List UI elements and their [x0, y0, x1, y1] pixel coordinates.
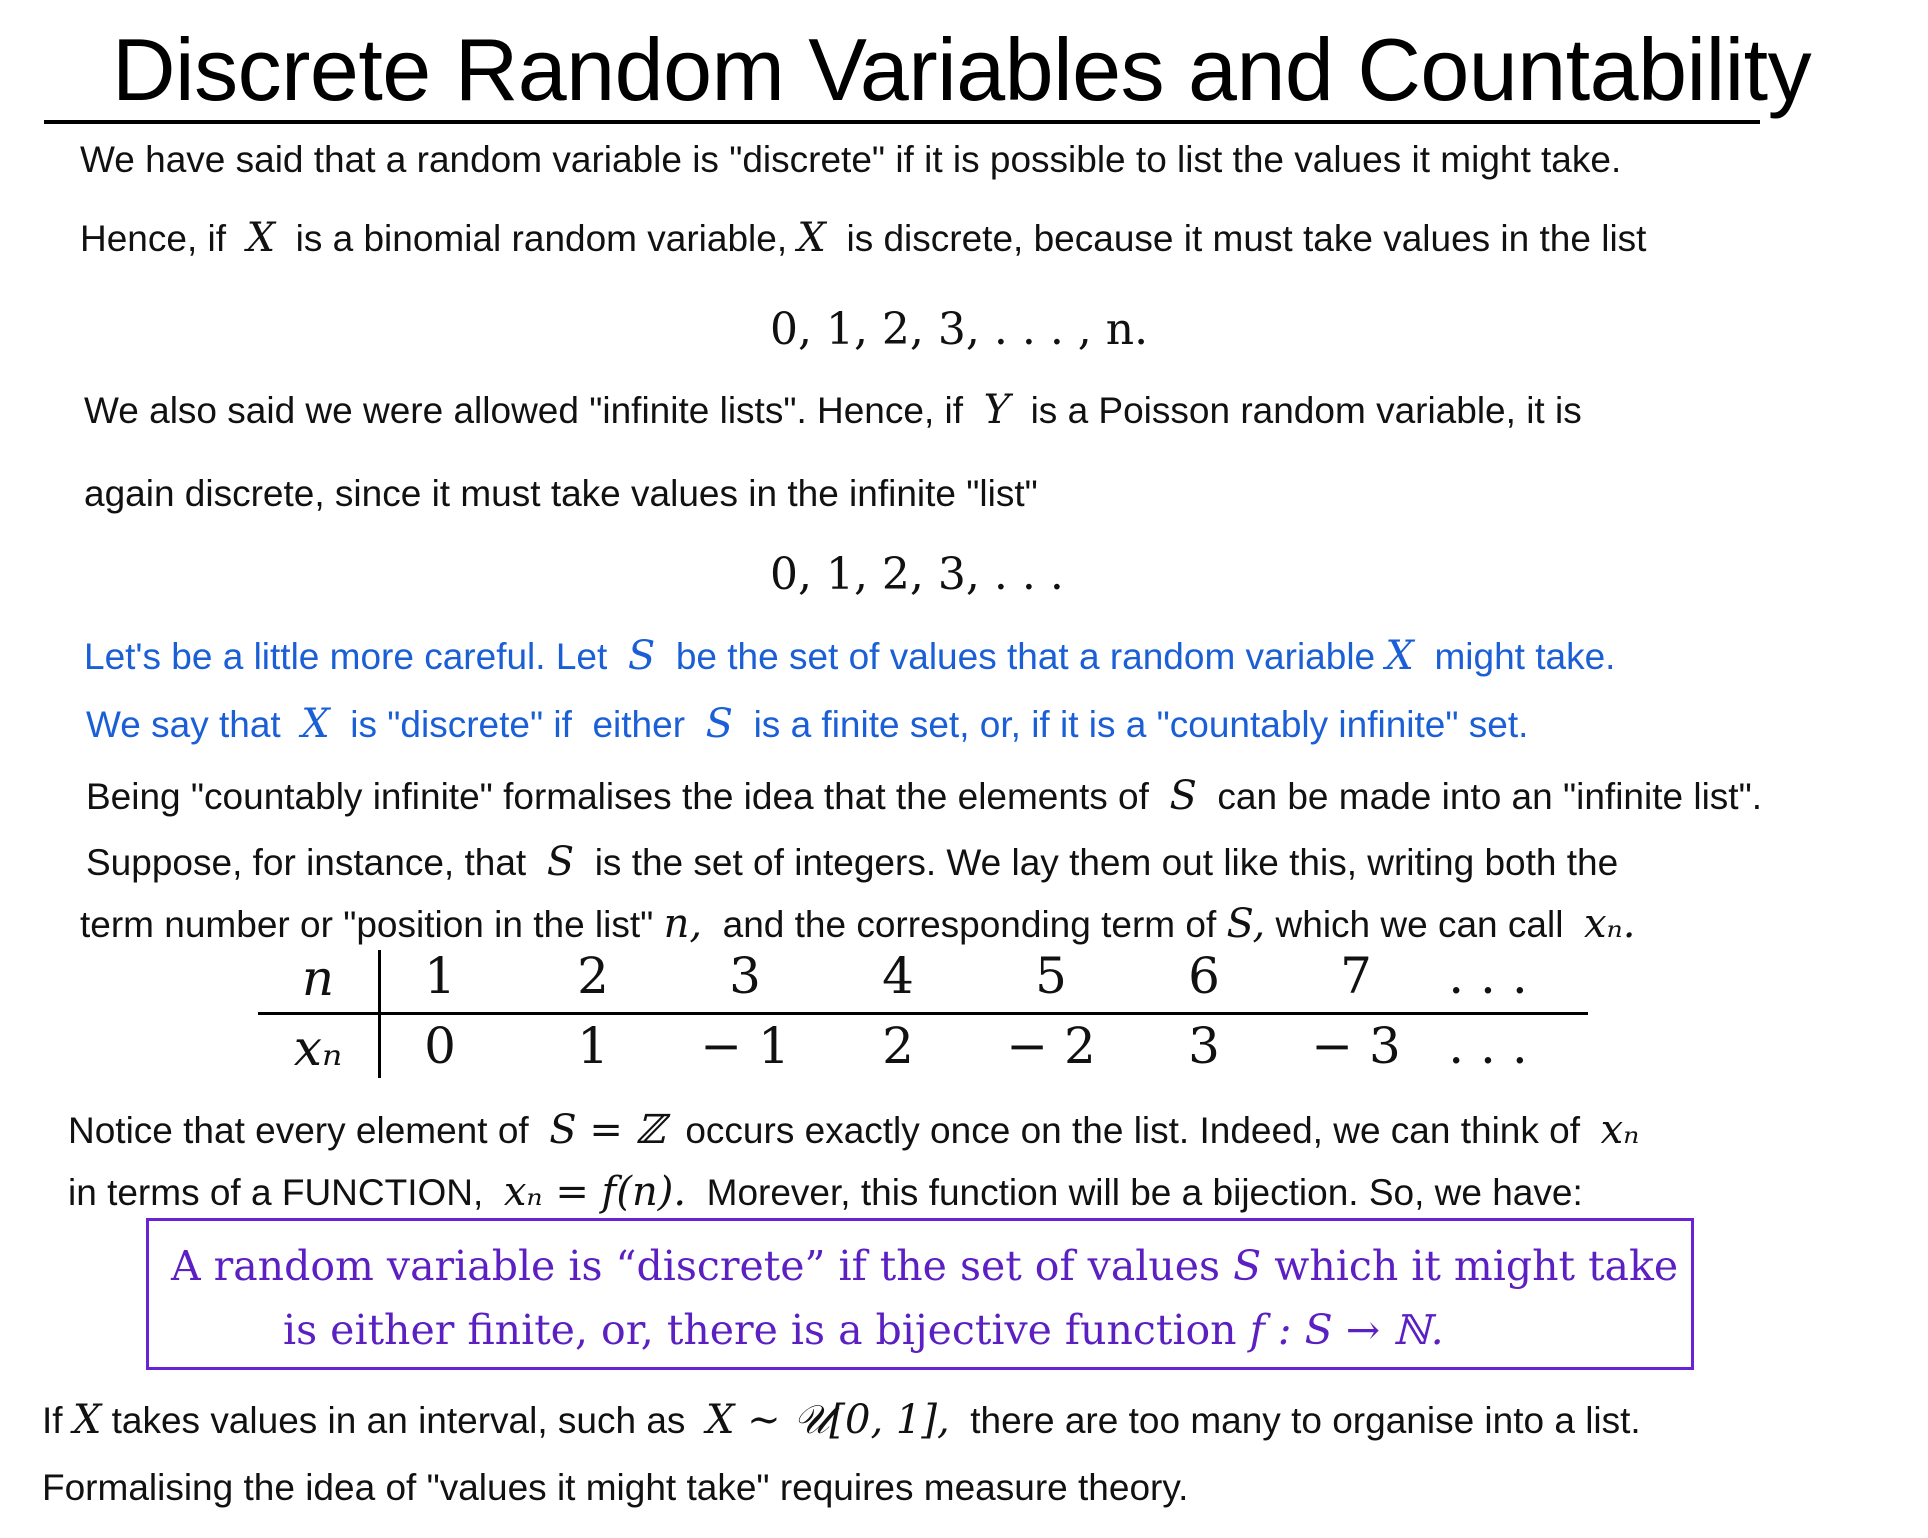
integer-enumeration-table: [258, 946, 1588, 1086]
para-measure-theory: Formalising the idea of "values it might take" requires measure theory.: [42, 1467, 1189, 1508]
page-title: Discrete Random Variables and Countability: [112, 20, 1812, 119]
definition-line-2: [283, 1305, 1444, 1355]
math-x: X: [301, 701, 330, 747]
text: in terms of a FUNCTION,: [68, 1172, 484, 1213]
math-uniform: X ∼ 𝒰[0, 1],: [705, 1397, 950, 1443]
para-careful: [84, 634, 1615, 679]
table-cell-ellipsis: . . .: [1448, 947, 1528, 1005]
math-x: X: [1385, 633, 1414, 679]
table-cell: 4: [882, 947, 914, 1005]
para-interval: [42, 1398, 1641, 1443]
math-s-equals-z: S = ℤ: [549, 1107, 665, 1153]
math-s: S: [1233, 1242, 1262, 1290]
table-cell: 0: [424, 1017, 456, 1075]
math-s: S,: [1226, 901, 1266, 947]
definition-box: [146, 1218, 1694, 1370]
text: Let's be a little more careful. Let: [84, 636, 608, 677]
text: We also said we were allowed "infinite lists". Hence, if: [84, 390, 964, 431]
math-bijection: f : S → ℕ.: [1249, 1306, 1444, 1354]
text: occurs exactly once on the list. Indeed, we can think of: [685, 1110, 1581, 1151]
math-x: X: [72, 1397, 102, 1443]
para-notice: [68, 1108, 1639, 1153]
para-poisson-cont: again discrete, since it must take values in the infinite "list": [84, 473, 1038, 514]
text: is a finite set, or, if it is a "countably infinite" set.: [753, 704, 1529, 745]
text: be the set of values that a random variable: [675, 636, 1376, 677]
text: Hence, if: [80, 218, 227, 259]
text: Morever, this function will be a bijection. So, we have:: [706, 1172, 1583, 1213]
para-countably-infinite: [86, 774, 1762, 819]
table-cell: − 2: [1006, 1017, 1096, 1075]
text: which we can call: [1275, 904, 1564, 945]
display-finite-list: 0, 1, 2, 3, . . . , n.: [770, 304, 1149, 355]
math-y: Y: [983, 387, 1010, 433]
text: can be made into an "infinite list".: [1217, 776, 1762, 817]
text: Being "countably infinite" formalises the idea that the elements of: [86, 776, 1149, 817]
table-cell: 6: [1188, 947, 1220, 1005]
math-xn: xₙ: [1600, 1107, 1640, 1153]
row-label-n: n: [301, 949, 335, 1007]
text: Notice that every element of: [68, 1110, 529, 1151]
math-s: S: [627, 633, 656, 679]
para-discrete-definition: We have said that a random variable is "discrete" if it is possible to list the values it might take.: [80, 139, 1622, 180]
text: is a Poisson random variable, it is: [1030, 390, 1582, 431]
para-integers: [86, 840, 1618, 885]
row-label-xn: xₙ: [293, 1019, 343, 1077]
text: If: [42, 1400, 63, 1441]
text: is discrete, because it must take values in the list: [846, 218, 1647, 259]
table-cell-ellipsis: . . .: [1448, 1017, 1528, 1075]
table-cell: − 1: [700, 1017, 790, 1075]
display-infinite-list: 0, 1, 2, 3, . . .: [770, 549, 1064, 600]
text: there are too many to organise into a list.: [970, 1400, 1641, 1441]
table-cell: 2: [577, 947, 609, 1005]
table-cell: 2: [882, 1017, 914, 1075]
title-underline: [44, 120, 1760, 124]
text: which it might take: [1274, 1242, 1679, 1290]
table-cell: 3: [729, 947, 761, 1005]
para-countable-definition: [86, 702, 1528, 747]
para-binomial: [80, 216, 1646, 261]
table-cell: 1: [424, 947, 456, 1005]
math-x: X: [797, 215, 826, 261]
text: term number or "position in the list": [80, 904, 654, 945]
text: might take.: [1434, 636, 1616, 677]
para-poisson: [84, 388, 1582, 433]
text: and the corresponding term of: [722, 904, 1217, 945]
table-divider-horizontal: [258, 1012, 1588, 1015]
math-s: S: [1169, 773, 1197, 819]
text: We say that: [86, 704, 281, 745]
para-function: [68, 1170, 1583, 1215]
text: either: [592, 704, 686, 745]
table-cell: 7: [1340, 947, 1372, 1005]
text: is either finite, or, there is a bijective function: [283, 1306, 1237, 1354]
text: A random variable is “discrete” if the set of values: [171, 1242, 1221, 1290]
math-xn-equals-fn: xₙ = f(n).: [503, 1169, 687, 1215]
text: takes values in an interval, such as: [111, 1400, 686, 1441]
math-s: S: [705, 701, 733, 747]
para-term-number: [80, 902, 1635, 947]
table-cell: 5: [1035, 947, 1067, 1005]
math-xn: xₙ.: [1584, 901, 1636, 947]
table-cell: − 3: [1311, 1017, 1401, 1075]
text: Suppose, for instance, that: [86, 842, 527, 883]
text: is the set of integers. We lay them out like this, writing both the: [594, 842, 1619, 883]
text: is "discrete" if: [350, 704, 572, 745]
table-cell: 1: [577, 1017, 609, 1075]
table-cell: 3: [1188, 1017, 1220, 1075]
math-x: X: [246, 215, 276, 261]
math-n: n,: [663, 901, 703, 947]
text: is a binomial random variable,: [295, 218, 788, 259]
definition-line-1: [171, 1241, 1678, 1291]
math-s: S: [546, 839, 575, 885]
